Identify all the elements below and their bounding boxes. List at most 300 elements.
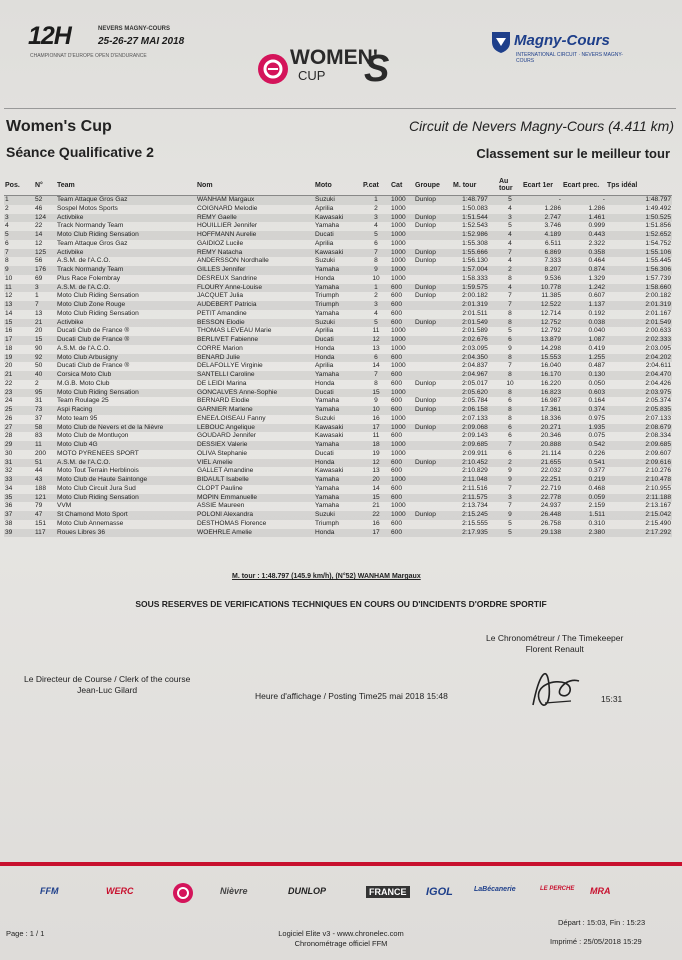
cell-groupe <box>414 494 452 503</box>
cell-num: 121 <box>34 494 56 503</box>
cell-moto: Yamaha <box>315 502 340 510</box>
cell-ecart1: 22.778 <box>522 494 562 503</box>
cell-groupe <box>414 240 452 249</box>
cell-ecartprec: 0.219 <box>562 476 606 485</box>
cell-tpsideal: 2:01.549 <box>606 319 672 328</box>
table-row <box>4 415 672 424</box>
cell-groupe: Dunlop <box>414 284 452 293</box>
cell-name: ANDERSSON Nordhalle <box>197 257 269 265</box>
cell-ecartprec: 0.999 <box>588 222 605 230</box>
cell-cat: 600 <box>390 354 414 363</box>
cell-groupe <box>414 415 452 424</box>
cell-pos: 36 <box>5 502 13 510</box>
footer-red-bar <box>0 862 682 866</box>
sponsor-labecanerie-logo: LaBécanerie <box>474 886 516 893</box>
cell-pcat: 16 <box>372 414 380 422</box>
cell-autour: 9 <box>498 511 522 520</box>
cell-mtour: 2:11.575 <box>452 494 498 503</box>
cell-mtour: 2:11.516 <box>462 484 488 492</box>
table-row <box>4 327 672 336</box>
cell-pos: 19 <box>4 354 34 363</box>
cell-tpsideal: 1:50.525 <box>606 214 672 223</box>
table-row <box>4 406 672 415</box>
cell-ecartprec: 1.286 <box>588 204 605 212</box>
cell-groupe <box>414 362 452 371</box>
cell-ecart1: 13.879 <box>522 336 562 345</box>
cell-team: Activbike <box>56 214 196 223</box>
cell-ecartprec: 1.461 <box>562 214 606 223</box>
cell-team: Ducati Club de France ® <box>56 336 196 345</box>
cell-pos: 9 <box>4 266 34 275</box>
circuit-logo-name: Magny-Cours <box>514 32 610 49</box>
cell-cat: 1000 <box>390 214 414 223</box>
cell-name: ASSIE Maureen <box>197 502 245 510</box>
cell-pos: 22 <box>5 379 13 387</box>
cell-cat: 1000 <box>391 327 406 335</box>
cell-num: 117 <box>34 529 56 538</box>
cell-pcat: 12 <box>362 459 390 468</box>
cell-pos: 18 <box>5 344 13 352</box>
cell-name: OLIVA Stephanie <box>197 449 248 457</box>
cell-pos: 6 <box>5 239 9 247</box>
cell-moto: Suzuki <box>314 319 362 328</box>
cell-name: SANTELLI Caroline <box>196 371 314 380</box>
cell-cat: 600 <box>391 432 403 440</box>
table-row <box>4 301 672 310</box>
cell-moto: Yamaha <box>314 476 362 485</box>
table-row <box>4 205 672 214</box>
cell-pos: 33 <box>4 476 34 485</box>
cell-pcat: 8 <box>374 379 378 387</box>
cell-name: WANHAM Margaux <box>196 196 314 205</box>
table-row <box>4 266 672 275</box>
cell-team: Ducati Club de France ® <box>57 362 130 370</box>
cell-ecartprec: 0.377 <box>588 467 605 475</box>
cell-pcat: 10 <box>372 274 380 282</box>
cell-num: 43 <box>34 476 56 485</box>
table-row <box>4 380 672 389</box>
cell-mtour: 2:03.095 <box>462 344 488 352</box>
cell-autour: 6 <box>498 336 522 345</box>
cell-autour: 8 <box>498 371 522 380</box>
cell-num: 15 <box>34 336 56 345</box>
cell-team: Plus Race Folembray <box>57 274 121 282</box>
cell-pcat: 5 <box>362 319 390 328</box>
cell-cat: 1000 <box>390 249 414 258</box>
cell-cat: 1000 <box>391 239 406 247</box>
cell-ecartprec: 0.226 <box>588 449 605 457</box>
cell-groupe <box>414 354 452 363</box>
cell-ecartprec: 2.159 <box>588 502 605 510</box>
cell-groupe <box>414 529 452 538</box>
cell-num: 21 <box>34 319 56 328</box>
cell-pcat: 16 <box>372 519 380 527</box>
cell-ecart1: 29.138 <box>522 529 562 538</box>
cell-moto: Suzuki <box>314 196 362 205</box>
cell-groupe <box>414 432 452 441</box>
cell-ecartprec: 0.374 <box>562 406 606 415</box>
cell-tpsideal: 2:05.374 <box>645 397 671 405</box>
cell-mtour: 2:15.245 <box>452 511 498 520</box>
cell-mtour: 1:48.797 <box>452 196 498 205</box>
cell-cat: 600 <box>390 494 414 503</box>
cell-autour: 6 <box>508 432 512 440</box>
cell-ecartprec: 1.935 <box>562 424 606 433</box>
cell-pcat: 13 <box>372 344 380 352</box>
col-header-cat: Cat <box>390 178 414 196</box>
timekeeper-block <box>486 633 623 655</box>
cell-moto: Yamaha <box>314 284 362 293</box>
cell-name: AUDEBERT Patricia <box>196 301 314 310</box>
cell-groupe: Dunlop <box>414 406 452 415</box>
cell-cat: 1000 <box>391 362 406 370</box>
cell-ecartprec: 1.329 <box>588 274 605 282</box>
cell-moto: Triumph <box>315 292 339 300</box>
cell-tpsideal: 2:10.955 <box>645 484 671 492</box>
table-row <box>4 529 672 538</box>
cell-pos: 35 <box>4 494 34 503</box>
cell-pos: 7 <box>4 249 34 258</box>
cell-pos: 8 <box>5 257 9 265</box>
cell-pcat: 5 <box>362 231 390 240</box>
cell-pos: 20 <box>5 362 13 370</box>
cell-pos: 28 <box>5 432 13 440</box>
cell-name: DE LEIDI Marina <box>197 379 247 387</box>
cell-team: Moto Club Circuit Jura Sud <box>57 484 136 492</box>
sponsor-le-perche-logo: LE PERCHE <box>540 886 575 892</box>
cell-name: GOUDARD Jennifer <box>197 432 256 440</box>
cell-moto: Aprilia <box>315 327 334 335</box>
cell-pcat: 11 <box>372 432 380 440</box>
cell-name: HOUILLIER Jennifer <box>197 222 258 230</box>
cell-ecartprec: 0.975 <box>588 414 605 422</box>
cell-groupe: Dunlop <box>415 222 436 230</box>
cell-autour: 8 <box>498 389 522 398</box>
cell-pcat: 14 <box>372 362 380 370</box>
cell-name: LEBOUC Angelique <box>196 424 314 433</box>
cell-ecartprec: 0.541 <box>562 459 606 468</box>
cell-mtour: 2:04.350 <box>452 354 498 363</box>
cell-name: WOEHRLE Amelie <box>196 529 314 538</box>
cell-autour: 3 <box>498 494 522 503</box>
cell-autour: 6 <box>508 449 512 457</box>
cell-moto: Yamaha <box>314 266 362 275</box>
cell-cat: 1000 <box>390 424 414 433</box>
cell-groupe <box>414 485 452 494</box>
cell-ecart1: 21.655 <box>522 459 562 468</box>
table-row <box>4 310 672 319</box>
cell-num: 56 <box>35 257 43 265</box>
cell-ecart1: 22.251 <box>522 476 562 485</box>
cell-mtour: 1:59.575 <box>452 284 498 293</box>
cell-tpsideal: 2:00.633 <box>645 327 671 335</box>
cell-autour: 6 <box>508 397 512 405</box>
cell-pcat: 8 <box>374 257 378 265</box>
col-header-autour: Au tour <box>498 178 522 196</box>
table-row <box>4 275 672 284</box>
cell-cat: 1000 <box>390 441 414 450</box>
cell-team: A.S.M. de l'A.C.O. <box>56 459 196 468</box>
cell-autour: 5 <box>508 519 512 527</box>
cell-tpsideal: 2:10.276 <box>645 467 671 475</box>
cell-ecart1: 4.189 <box>522 231 562 240</box>
cell-num: 200 <box>35 449 47 457</box>
cell-moto: Aprilia <box>315 362 334 370</box>
cell-tpsideal: 1:55.106 <box>606 249 672 258</box>
cell-mtour: 2:09.685 <box>452 441 498 450</box>
cell-name: THOMAS LEVEAU Marie <box>197 327 272 335</box>
cell-team: Moto Tout Terrain Herblinois <box>57 467 139 475</box>
cell-tpsideal: 2:15.490 <box>645 519 671 527</box>
cell-autour: 7 <box>498 301 522 310</box>
cell-pos: 30 <box>5 449 13 457</box>
cell-team: Moto Club de Haute Saintonge <box>56 476 196 485</box>
cell-autour: 10 <box>506 379 514 387</box>
cell-mtour: 2:06.158 <box>452 406 498 415</box>
cell-cat: 1000 <box>390 336 414 345</box>
cell-autour: 7 <box>498 249 522 258</box>
cell-num: 95 <box>34 389 56 398</box>
cell-ecart1: 8.207 <box>522 266 562 275</box>
cell-moto: Suzuki <box>315 257 335 265</box>
cell-moto: Kawasaki <box>314 214 362 223</box>
cell-team: Team Attaque Gros Gaz <box>56 196 196 205</box>
table-row <box>4 389 672 398</box>
cell-ecart1: 12.792 <box>540 327 561 335</box>
cell-autour: 8 <box>498 406 522 415</box>
cell-ecartprec: 1.137 <box>562 301 606 310</box>
timekeeper-title: Le Chronométreur / The Timekeeper <box>486 633 624 643</box>
cell-name: DELAFOLLYE Virginie <box>197 362 263 370</box>
cell-moto: Honda <box>315 344 335 352</box>
cell-ecart1: 16.823 <box>522 389 562 398</box>
cell-name: GONCALVES Anne-Sophie <box>196 389 314 398</box>
cell-mtour: 1:51.544 <box>452 214 498 223</box>
cell-team: Sospel Motos Sports <box>57 204 118 212</box>
cell-team: Team Roulage 25 <box>57 397 109 405</box>
table-row <box>4 354 672 363</box>
cell-cat: 1000 <box>391 222 406 230</box>
cell-tpsideal: 2:09.616 <box>606 459 672 468</box>
cell-autour: 9 <box>508 467 512 475</box>
cell-mtour: 2:05.017 <box>462 379 488 387</box>
race-director-name: Jean-Luc Gilard <box>77 685 138 695</box>
cell-ecart1: 12.522 <box>522 301 562 310</box>
cell-pos: 13 <box>4 301 34 310</box>
cell-cat: 600 <box>391 379 403 387</box>
cell-ecart1: 20.888 <box>522 441 562 450</box>
cell-moto: Ducati <box>314 389 362 398</box>
table-row <box>4 196 672 205</box>
cell-cat: 600 <box>391 309 403 317</box>
cell-pos: 25 <box>4 406 34 415</box>
cell-mtour: 2:04.967 <box>452 371 498 380</box>
table-row <box>4 214 672 223</box>
col-header-tpsideal: Tps idéal <box>606 178 672 196</box>
womens-cup-emblem-icon <box>256 52 290 86</box>
cell-pcat: 18 <box>362 441 390 450</box>
cell-ecart1: 21.114 <box>541 449 561 457</box>
cell-groupe <box>414 450 452 459</box>
cell-ecart1: 26.758 <box>540 519 561 527</box>
cell-ecartprec: 0.464 <box>588 257 605 265</box>
cell-pos: 11 <box>4 284 34 293</box>
cell-name: DESSIEX Valerie <box>196 441 314 450</box>
cell-ecartprec: 2.380 <box>562 529 606 538</box>
posting-time: Heure d'affichage / Posting Time25 mai 2018 15:48 <box>255 691 448 701</box>
cell-name: GARNIER Marlene <box>196 406 314 415</box>
cell-cat: 600 <box>391 519 403 527</box>
cell-moto: Kawasaki <box>315 432 344 440</box>
circuit-logo <box>490 22 640 66</box>
cell-mtour: 1:55.666 <box>452 249 498 258</box>
cell-tpsideal: 2:11.188 <box>606 494 672 503</box>
cell-team: A.S.M. de l'A.C.O. <box>56 284 196 293</box>
col-header-ecart1: Ecart 1er <box>522 178 562 196</box>
cell-pos: 15 <box>4 319 34 328</box>
cell-tpsideal: 2:17.292 <box>606 529 672 538</box>
software-name: Logiciel Elite v3 - www.chronelec.com <box>278 929 404 938</box>
table-row <box>4 511 672 520</box>
cell-groupe <box>414 310 452 319</box>
cell-groupe <box>414 389 452 398</box>
cell-mtour: 1:57.004 <box>452 266 498 275</box>
timekeeper-name: Florent Renault <box>525 644 584 654</box>
cell-num: 124 <box>34 214 56 223</box>
cell-pos: 16 <box>5 327 13 335</box>
cell-team: Roues Libres 36 <box>56 529 196 538</box>
cell-name: BENARD Julie <box>196 354 314 363</box>
cell-pos: 24 <box>5 397 13 405</box>
cell-pcat: 2 <box>374 292 378 300</box>
cell-ecart1: 6.511 <box>544 239 561 247</box>
document-title: Women's Cup <box>6 118 112 135</box>
sponsor-werc-logo: WERC <box>106 886 134 896</box>
cell-ecartprec: 0.468 <box>588 484 605 492</box>
womens-cup-logo-line1: WOMEN' <box>290 46 378 69</box>
cell-cat: 600 <box>391 397 403 405</box>
cell-moto: Kawasaki <box>314 249 362 258</box>
cell-cat: 1000 <box>391 449 406 457</box>
cell-moto: Honda <box>314 354 362 363</box>
col-header-ecartprec: Ecart prec. <box>562 178 606 196</box>
cell-mtour: 2:01.319 <box>452 301 498 310</box>
cell-autour: 5 <box>508 327 512 335</box>
cell-groupe <box>414 336 452 345</box>
cell-tpsideal: 1:54.752 <box>645 239 671 247</box>
cell-name: GALLET Amandine <box>197 467 254 475</box>
cell-pos: 12 <box>5 292 13 300</box>
cell-pos: 5 <box>4 231 34 240</box>
cell-num: 125 <box>34 249 56 258</box>
cell-num: 188 <box>35 484 47 492</box>
results-table <box>4 178 672 537</box>
race-director-block <box>24 674 190 696</box>
table-row <box>4 249 672 258</box>
cell-pos: 26 <box>5 414 13 422</box>
cell-name: HOFFMANN Aurelie <box>196 231 314 240</box>
cell-autour: 7 <box>508 484 512 492</box>
cell-team: Activbike <box>56 319 196 328</box>
cell-autour: 5 <box>498 529 522 538</box>
cell-pos: 39 <box>4 529 34 538</box>
cell-moto: Yamaha <box>314 371 362 380</box>
cell-team: Moto Club de Nevers et de la Nièvre <box>56 424 196 433</box>
cell-team: MOTO PYRENEES SPORT <box>57 449 139 457</box>
cell-ecartprec: 0.874 <box>562 266 606 275</box>
cell-ecartprec: 0.487 <box>588 362 605 370</box>
cell-mtour: 2:02.676 <box>452 336 498 345</box>
start-end-time: Départ : 15:03, Fin : 15:23 <box>558 918 646 927</box>
cell-autour: 8 <box>498 354 522 363</box>
womens-cup-logo-line2: CUP <box>298 68 326 83</box>
cell-team: Moto Club 4G <box>56 441 196 450</box>
cell-team: Moto Club Riding Sensation <box>56 389 196 398</box>
cell-groupe: Dunlop <box>415 397 436 405</box>
cell-groupe: Dunlop <box>415 257 436 265</box>
cell-team: Moto Club Riding Sensation <box>56 494 196 503</box>
cell-pos: 31 <box>4 459 34 468</box>
cell-name: CORRE Marion <box>197 344 243 352</box>
cell-moto: Yamaha <box>314 494 362 503</box>
cell-moto: Triumph <box>315 519 339 527</box>
cell-num: 14 <box>34 231 56 240</box>
cell-pcat: 4 <box>374 222 378 230</box>
cell-groupe: Dunlop <box>414 249 452 258</box>
cell-name: FLOURY Anne-Louise <box>196 284 314 293</box>
cell-pcat: 17 <box>362 424 390 433</box>
table-row <box>4 476 672 485</box>
cell-pos: 37 <box>4 511 34 520</box>
cell-groupe <box>414 441 452 450</box>
cell-ecartprec: 0.542 <box>562 441 606 450</box>
cell-num: 176 <box>34 266 56 275</box>
cell-autour: 4 <box>508 239 512 247</box>
cell-ecart1: 12.714 <box>540 309 561 317</box>
cell-pcat: 9 <box>374 397 378 405</box>
cell-tpsideal: 2:04.470 <box>606 371 672 380</box>
ranking-basis: Classement sur le meilleur tour <box>476 146 670 161</box>
cell-tpsideal: 2:04.426 <box>645 379 671 387</box>
cell-mtour: 2:05.620 <box>452 389 498 398</box>
cell-team: St Chamond Moto Sport <box>56 511 196 520</box>
cell-ecart1: 20.271 <box>522 424 562 433</box>
cell-groupe: Dunlop <box>414 459 452 468</box>
cell-num: 40 <box>34 371 56 380</box>
cell-cat: 1000 <box>390 476 414 485</box>
cell-autour: 5 <box>508 222 512 230</box>
best-lap-summary: M. tour : 1:48.797 (145.9 km/h), (N°52) WANHAM Margaux <box>232 573 421 580</box>
cell-moto: Honda <box>314 459 362 468</box>
cell-groupe <box>414 467 452 476</box>
table-row <box>4 459 672 468</box>
cell-cat: 1000 <box>391 274 406 282</box>
cell-moto: Yamaha <box>315 397 340 405</box>
table-row <box>4 520 672 529</box>
table-row <box>4 371 672 380</box>
cell-num: 22 <box>35 222 43 230</box>
cell-name: GILLES Jennifer <box>196 266 314 275</box>
cell-num: 151 <box>35 519 47 527</box>
cell-pos: 21 <box>4 371 34 380</box>
cell-num: 46 <box>35 204 43 212</box>
cell-ecartprec: 0.607 <box>588 292 605 300</box>
cell-tpsideal: 2:15.042 <box>606 511 672 520</box>
cell-tpsideal: 2:08.679 <box>606 424 672 433</box>
cell-ecartprec: 0.059 <box>562 494 606 503</box>
cell-autour: 8 <box>508 309 512 317</box>
cell-groupe <box>414 266 452 275</box>
